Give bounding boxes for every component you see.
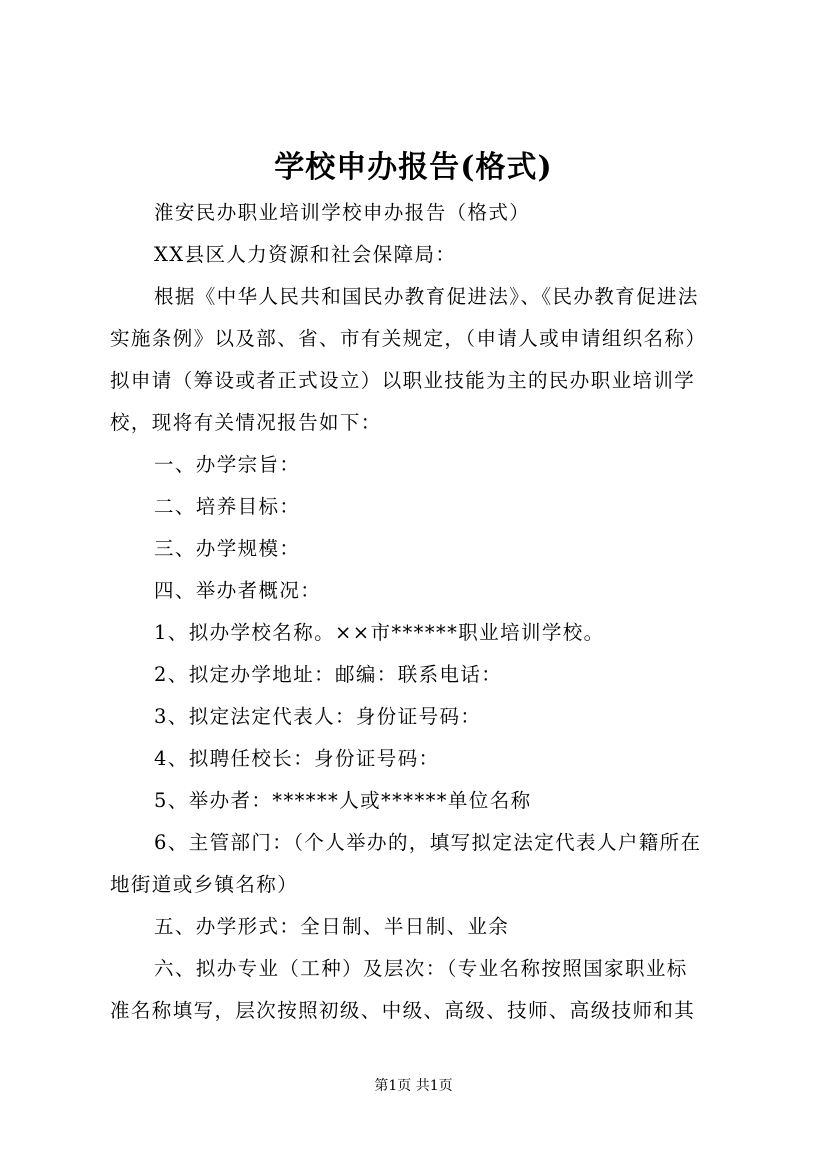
body-line-supervising-department-1: 6、主管部门：（个人举办的，填写拟定法定代表人户籍所在 <box>154 831 702 854</box>
body-line-paragraph-1-line-4: 校，现将有关情况报告如下： <box>110 411 382 434</box>
body-line-legal-representative: 3、拟定法定代表人：身份证号码： <box>154 705 482 728</box>
body-line-school-report-heading: 淮安民办职业培训学校申办报告（格式） <box>154 201 531 224</box>
body-line-school-form: 五、办学形式：全日制、半日制、业余 <box>154 915 510 938</box>
body-line-organizer-overview: 四、举办者概况： <box>154 579 322 602</box>
body-line-paragraph-1-line-2: 实施条例》以及部、省、市有关规定，（申请人或申请组织名称） <box>110 327 707 350</box>
body-line-paragraph-1-line-3: 拟申请（筹设或者正式设立）以职业技能为主的民办职业培训学 <box>110 369 696 392</box>
body-line-majors-2: 准名称填写，层次按照初级、中级、高级、技师、高级技师和其 <box>110 999 696 1022</box>
page-footer: 第1页 共1页 <box>374 1078 453 1094</box>
body-line-majors-1: 六、拟办专业（工种）及层次：（专业名称按照国家职业标 <box>154 957 688 980</box>
body-line-organizer: 5、举办者：******人或******单位名称 <box>154 789 532 812</box>
body-line-training-goal: 二、培养目标： <box>154 495 301 518</box>
body-line-supervising-department-2: 地街道或乡镇名称） <box>110 873 299 896</box>
body-line-school-address: 2、拟定办学地址：邮编：联系电话： <box>154 663 503 686</box>
body-line-purpose: 一、办学宗旨： <box>154 453 301 476</box>
body-line-addressee: XX县区人力资源和社会保障局： <box>154 243 457 266</box>
body-line-school-name: 1、拟办学校名称。××市******职业培训学校。 <box>154 621 605 644</box>
body-line-principal: 4、拟聘任校长：身份证号码： <box>154 747 440 770</box>
body-line-school-scale: 三、办学规模： <box>154 537 301 560</box>
body-line-paragraph-1-line-1: 根据《中华人民共和国民办教育促进法》、《民办教育促进法 <box>154 285 699 308</box>
document-title: 学校申办报告(格式) <box>274 150 553 185</box>
